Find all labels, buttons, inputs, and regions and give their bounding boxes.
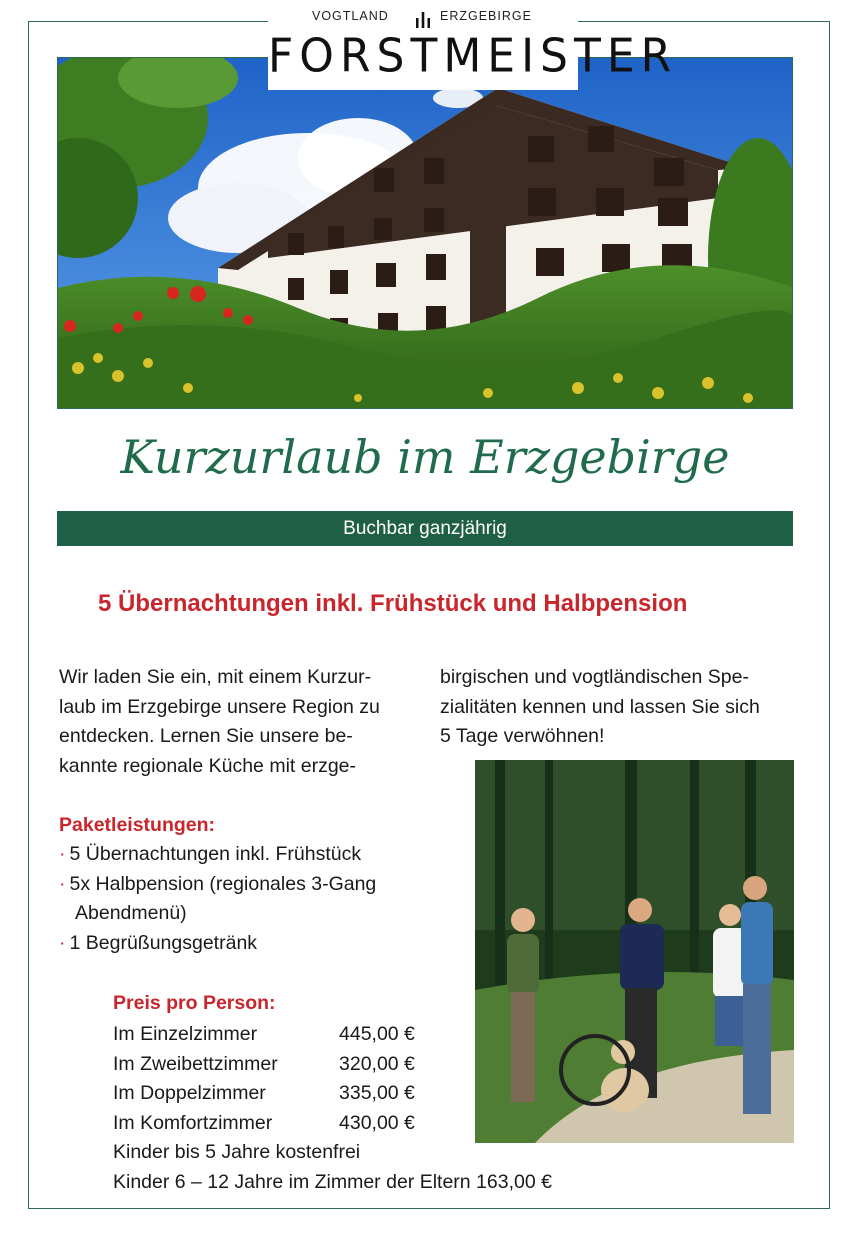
intro-line: entdecken. Lernen Sie unsere be- [59, 725, 353, 747]
package-title: Paketleistungen: [59, 814, 216, 836]
price-row: Im Komfortzimmer 430,00 € [113, 1111, 415, 1134]
prices-title: Preis pro Person: [113, 992, 276, 1014]
list-item: · 5 Übernachtungen inkl. Frühstück [59, 843, 362, 865]
list-item: · 5x Halbpension (regionales 3-Gang [59, 872, 377, 895]
children-note: Kinder bis 5 Jahre kostenfrei [113, 1141, 361, 1163]
intro-line: kannte regionale Küche mit erzge- [59, 754, 357, 777]
intro-line: zialitäten kennen und lassen Sie sich [440, 695, 760, 718]
intro-line: Wir laden Sie ein, mit einem Kurzur- [59, 666, 372, 688]
package-list [59, 840, 376, 958]
logo-region-right: ERZGEBIRGE [440, 9, 532, 23]
brand-logo [268, 6, 678, 90]
children-note: Kinder 6 – 12 Jahre im Zimmer der Eltern 163,00 € [113, 1170, 552, 1193]
availability-banner: Buchbar ganzjährig [57, 511, 793, 546]
intro-text-right [440, 663, 805, 752]
page-headline: Kurzurlaub im Erzgebirge [120, 430, 730, 484]
list-item-continuation: Abendmenü) [75, 902, 187, 924]
bullet: · [59, 843, 66, 865]
price-row: Im Doppelzimmer 335,00 € [113, 1082, 415, 1104]
list-item: · 1 Begrüßungsgetränk [59, 931, 258, 954]
bullet: · [59, 872, 66, 895]
intro-line: 5 Tage verwöhnen! [440, 725, 605, 747]
hiking-photo [475, 760, 794, 1143]
price-row: Im Einzelzimmer 445,00 € [113, 1023, 415, 1045]
bullet: · [59, 931, 66, 954]
price-row: Im Zweibettzimmer 320,00 € [113, 1052, 415, 1075]
hotel-photo [57, 57, 793, 409]
tree-icon [414, 12, 432, 28]
hotel-illustration [58, 58, 793, 409]
intro-text-left [59, 663, 429, 781]
hiking-illustration [475, 760, 794, 1143]
logo-region-left: VOGTLAND [312, 9, 389, 23]
offer-subheadline: 5 Übernachtungen inkl. Frühstück und Halbpension [98, 590, 688, 617]
intro-line: birgischen und vogtländischen Spe- [440, 666, 749, 688]
intro-line: laub im Erzgebirge unsere Region zu [59, 695, 380, 718]
logo-wordmark: FORSTMEISTER [268, 29, 678, 84]
